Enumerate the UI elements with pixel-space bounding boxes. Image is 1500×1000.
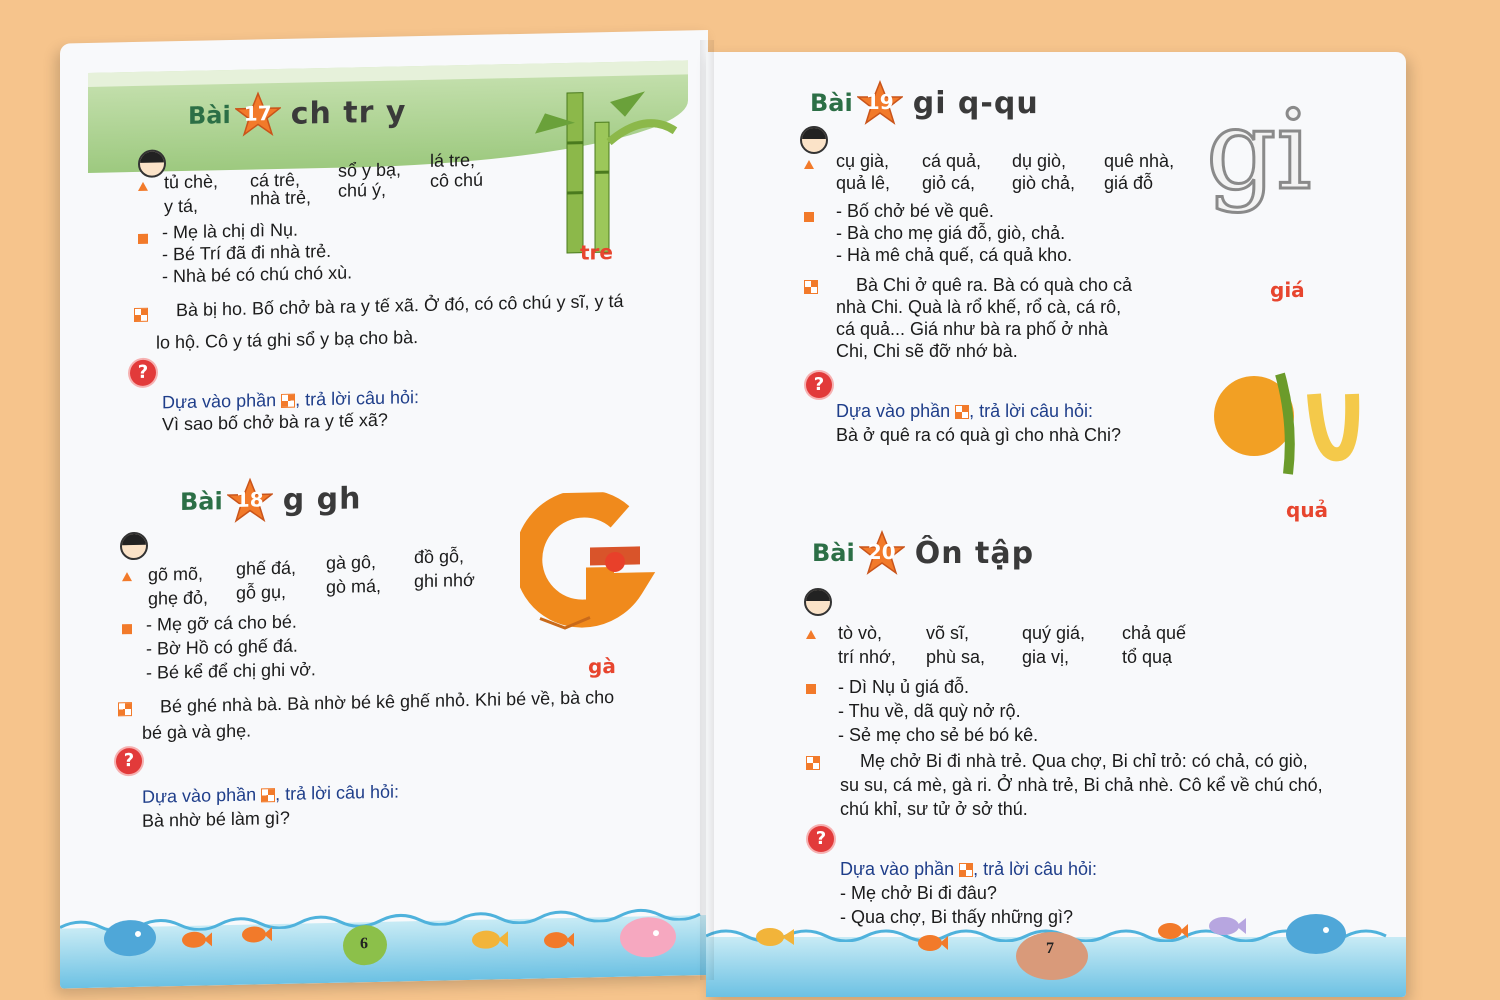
story-line-1: Bà bị ho. Bố chở bà ra y tế xã. Ở đó, có cô chú y sĩ, y tá (176, 290, 624, 321)
question-prompt: Dựa vào phần , trả lời câu hỏi: (840, 859, 1098, 879)
pink-whale-icon (616, 907, 680, 962)
word-5: trí nhớ, (838, 647, 896, 667)
image-label-qua: quả (1286, 498, 1329, 522)
reading-section-icon (118, 702, 132, 716)
lesson-letters: ch tr y (290, 93, 407, 132)
image-label-tre: tre (580, 239, 613, 265)
lesson-number: 20 (867, 540, 896, 564)
lesson-19-heading (810, 80, 1039, 126)
sentence-1: - Dì Nụ ủ giá đỗ. (838, 677, 970, 697)
sentence-1: - Mẹ là chị dì Nụ. (162, 219, 299, 243)
sentence-2: - Bé Trí đã đi nhà trẻ. (162, 240, 332, 265)
word-4: quê nhà, (1104, 151, 1175, 171)
clownfish-icon (240, 923, 272, 946)
triangle-bullet-icon (138, 182, 148, 191)
word-5: y tá, (164, 195, 199, 217)
lesson-20-heading (812, 530, 1034, 576)
lesson-letters: Ôn tập (914, 535, 1035, 571)
sentence-3: - Hà mê chả quế, cá quả kho. (836, 245, 1073, 265)
word-6: phù sa, (926, 647, 986, 667)
left-page (60, 30, 708, 989)
clownfish-icon (1156, 920, 1188, 942)
question-prompt: Dựa vào phần , trả lời câu hỏi: (162, 387, 420, 413)
bamboo-illustration (515, 80, 685, 264)
image-label-ga: gà (588, 653, 616, 679)
square-bullet-icon (138, 234, 148, 244)
word-2: võ sĩ, (926, 623, 970, 643)
question-text: Bà nhờ bé làm gì? (142, 807, 290, 831)
whale-icon (1280, 902, 1350, 958)
sentence-3: - Sẻ mẹ cho sẻ bé bó kê. (838, 725, 1039, 745)
story-line-1: Bé ghé nhà bà. Bà nhờ bé kê ghế nhỏ. Khi bé về, bà cho (160, 686, 615, 717)
child-face-icon (138, 149, 166, 178)
book-spine (700, 40, 714, 980)
open-book (60, 30, 1450, 975)
lesson-letters: gi q-qu (912, 85, 1039, 121)
star-icon (859, 530, 905, 576)
image-label-gia: giá (1270, 278, 1305, 302)
orange-banana-illustration (1204, 364, 1384, 484)
word-7: chú ý, (338, 179, 387, 201)
lesson-letters: g gh (282, 480, 362, 518)
reading-section-icon (261, 788, 275, 802)
fish-icon (1206, 912, 1246, 940)
fish-icon (754, 924, 794, 950)
sentence-3: - Nhà bé có chú chó xù. (162, 262, 353, 287)
gi-letters-illustration: gi (1206, 86, 1312, 214)
sentence-1: - Bố chở bé về quê. (836, 201, 994, 221)
word-3: gà gô, (326, 551, 377, 574)
reading-section-icon (955, 405, 969, 419)
word-8: tổ quạ (1122, 647, 1173, 667)
whale-icon (100, 911, 160, 958)
lesson-word: Bài (810, 89, 853, 117)
reading-section-icon (959, 863, 973, 877)
word-3: dụ giò, (1012, 151, 1067, 171)
lesson-word: Bài (812, 539, 855, 567)
page-number: 6 (360, 935, 368, 953)
question-2: - Qua chợ, Bi thấy những gì? (840, 907, 1073, 927)
word-4: đồ gỗ, (414, 546, 465, 568)
story-line-2: bé gà và ghẹ. (142, 720, 252, 743)
word-3: quý giá, (1022, 623, 1086, 643)
triangle-bullet-icon (122, 572, 132, 581)
child-face-icon (804, 588, 832, 616)
question-icon: ? (806, 372, 832, 398)
story-line-1: Bà Chi ở quê ra. Bà có quà cho cả (856, 275, 1132, 295)
rooster-g-illustration (520, 491, 670, 644)
word-4: lá tre, (430, 149, 476, 171)
story-line-2: nhà Chi. Quà là rổ khế, rổ cà, cá rô, (836, 297, 1122, 317)
reading-section-icon (804, 280, 818, 294)
word-8: cô chú (430, 169, 484, 191)
lesson-word: Bài (188, 100, 231, 130)
lesson-number: 19 (865, 90, 894, 114)
star-icon (227, 477, 273, 524)
question-text: Bà ở quê ra có quà gì cho nhà Chi? (836, 425, 1121, 445)
word-5: ghẹ đỏ, (148, 587, 209, 609)
word-1: cụ già, (836, 151, 890, 171)
triangle-bullet-icon (804, 160, 814, 169)
square-bullet-icon (122, 624, 132, 634)
triangle-bullet-icon (806, 630, 816, 639)
word-1: tò vò, (838, 623, 883, 643)
word-1: gõ mõ, (148, 563, 204, 585)
story-line-4: Chi, Chi sẽ đỡ nhớ bà. (836, 341, 1018, 361)
reading-section-icon (281, 394, 295, 408)
question-prompt: Dựa vào phần , trả lời câu hỏi: (142, 781, 400, 807)
lesson-18-heading (180, 475, 361, 525)
clownfish-icon (542, 929, 574, 952)
word-8: ghi nhớ (414, 569, 475, 592)
reading-section-icon (806, 756, 820, 770)
question-text: Vì sao bố chở bà ra y tế xã? (162, 409, 388, 435)
question-icon: ? (116, 748, 142, 775)
fish-icon (470, 926, 508, 953)
lesson-word: Bài (180, 487, 223, 517)
word-4: chả quế (1122, 623, 1187, 643)
sentence-2: - Thu về, dã quỳ nở rộ. (838, 701, 1021, 721)
star-icon (235, 91, 281, 138)
word-1: tủ chè, (164, 171, 219, 193)
story-line-2: lo hộ. Cô y tá ghi sổ y bạ cho bà. (156, 327, 419, 353)
page-number: 7 (1046, 940, 1054, 957)
word-7: gia vị, (1022, 647, 1070, 667)
word-2: cá quả, (922, 151, 982, 171)
story-line-2: su su, cá mè, gà ri. Ở nhà trẻ, Bi chả nhè. Cô kể về chú chó, (840, 775, 1323, 795)
lesson-17-heading (188, 88, 406, 139)
square-bullet-icon (804, 212, 814, 222)
sentence-1: - Mẹ gỡ cá cho bé. (146, 611, 297, 635)
clownfish-icon (916, 932, 948, 954)
reading-section-icon (134, 308, 148, 322)
word-6: nhà trẻ, (250, 187, 312, 209)
question-1: - Mẹ chở Bi đi đâu? (840, 883, 997, 903)
sentence-2: - Bờ Hồ có ghế đá. (146, 635, 298, 659)
story-line-1: Mẹ chở Bi đi nhà trẻ. Qua chợ, Bi chỉ trỏ: có chả, có giò, (860, 751, 1308, 771)
square-bullet-icon (806, 684, 816, 694)
lesson-number: 17 (243, 101, 272, 126)
clownfish-icon (180, 928, 212, 951)
lesson-number: 18 (235, 487, 264, 512)
sentence-2: - Bà cho mẹ giá đỗ, giò, chả. (836, 223, 1066, 243)
question-icon: ? (808, 826, 834, 852)
word-6: giỏ cá, (922, 173, 976, 193)
word-5: quả lê, (836, 173, 891, 193)
word-3: sổ y bạ, (338, 159, 402, 181)
word-6: gỗ gụ, (236, 581, 287, 603)
word-8: giá đỗ (1104, 173, 1154, 193)
word-7: gò má, (326, 575, 382, 598)
child-face-icon (800, 126, 828, 154)
child-face-icon (120, 532, 148, 561)
word-7: giò chả, (1012, 173, 1076, 193)
right-page (706, 52, 1406, 997)
word-2: cá trê, (250, 169, 301, 191)
story-line-3: chú khỉ, sư tử ở sở thú. (840, 799, 1028, 819)
sentence-3: - Bé kể để chị ghi vở. (146, 659, 316, 683)
question-prompt: Dựa vào phần , trả lời câu hỏi: (836, 401, 1094, 421)
question-icon: ? (130, 360, 156, 387)
word-2: ghế đá, (236, 557, 297, 579)
star-icon (857, 80, 903, 126)
story-line-3: cá quả... Giá như bà ra phố ở nhà (836, 319, 1109, 339)
